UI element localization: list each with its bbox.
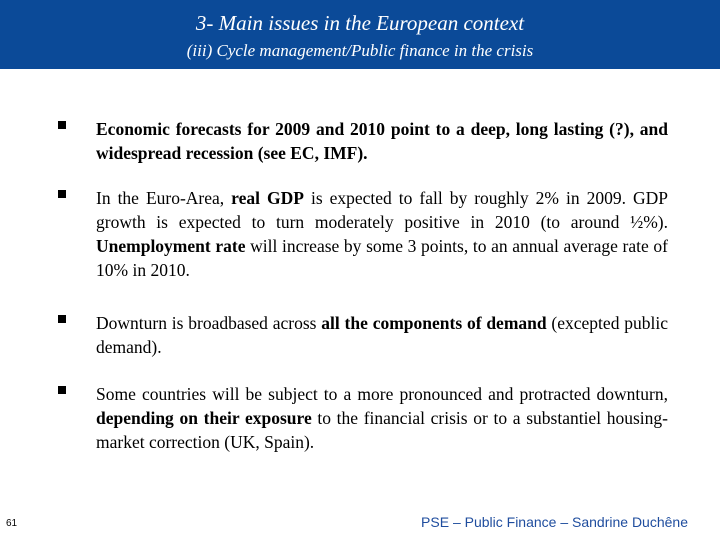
- bullet-text: [96, 382, 668, 454]
- bullet-segment: Some countries will be subject to a more pronounced and protracted downturn,: [96, 384, 668, 404]
- bullet-segment: Unemployment rate: [96, 236, 246, 256]
- bullet-segment: to the financial crisis or to a substantiel housing-market correction (UK, Spain).: [96, 408, 668, 452]
- bullet-segment: (excepted public demand).: [96, 313, 668, 357]
- bullet-segment: real GDP: [231, 188, 304, 208]
- slide-subtitle: (iii) Cycle management/Public finance in the crisis: [186, 41, 534, 60]
- square-bullet-icon: [58, 190, 66, 198]
- square-bullet-icon: [58, 386, 66, 394]
- bullet-text: [96, 311, 668, 359]
- page-number: 61: [6, 518, 18, 529]
- square-bullet-icon: [58, 315, 66, 323]
- slide-title: 3- Main issues in the European context: [195, 11, 525, 35]
- bullet-segment: Economic forecasts for 2009 and 2010 point to a deep, long lasting (?), and widespread recession (see EC, IMF).: [96, 119, 668, 163]
- bullet-text: [96, 186, 668, 282]
- bullet-segment: all the components of demand: [321, 313, 547, 333]
- bullet-segment: depending on their exposure: [96, 408, 312, 428]
- square-bullet-icon: [58, 121, 66, 129]
- bullet-segment: is expected to fall by roughly 2% in 2009. GDP growth is expected to turn moderately positive in 2010 (to around ½%).: [96, 188, 668, 232]
- footer-text: PSE – Public Finance – Sandrine Duchêne: [421, 514, 688, 530]
- bullet-segment: Downturn is broadbased across: [96, 313, 322, 333]
- bullet-text: [96, 117, 668, 165]
- bullet-segment: will increase by some 3 points, to an annual average rate of 10% in 2010.: [96, 236, 668, 280]
- bullet-segment: In the Euro-Area,: [96, 188, 232, 208]
